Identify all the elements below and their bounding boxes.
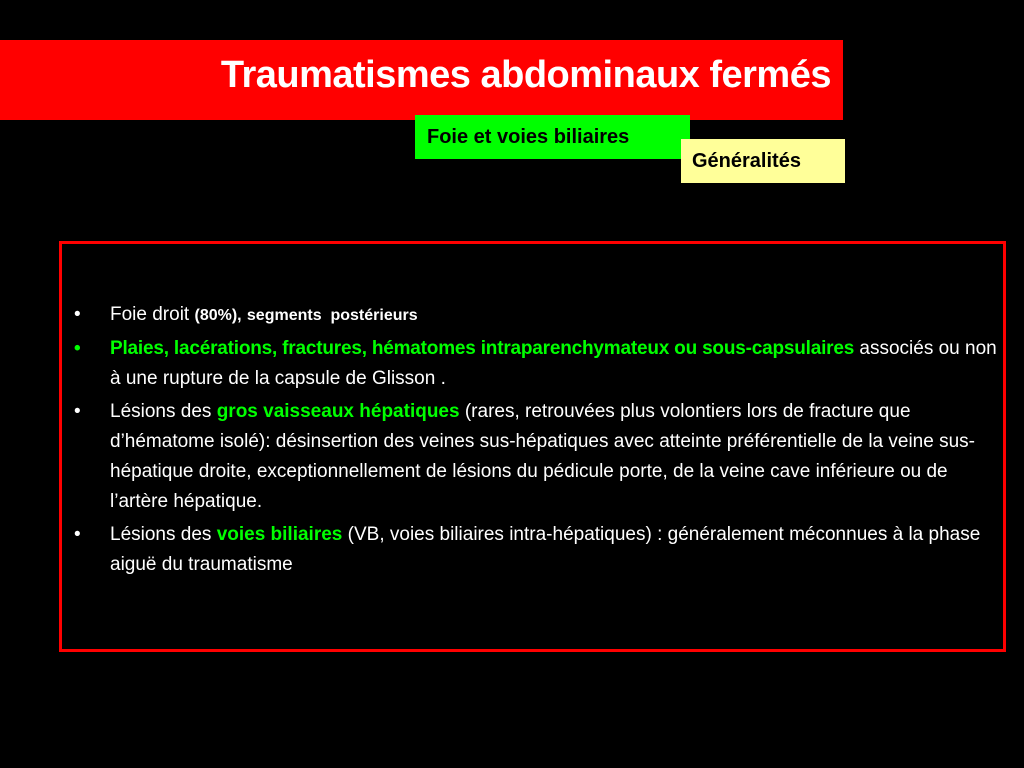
voies-biliaires-prefix: Lésions des — [110, 524, 212, 545]
bullet-list — [62, 300, 1003, 583]
content-box — [59, 241, 1006, 652]
foie-droit-percent: (80%), — [194, 307, 242, 324]
bullet-marker: • — [74, 304, 81, 325]
bullet-voies-biliaires — [62, 520, 1003, 580]
tag-foie-voies-biliaires: Foie et voies biliaires — [415, 115, 690, 159]
bullet-marker: • — [74, 338, 81, 359]
gros-vaisseaux-highlight: gros vaisseaux hépatiques — [216, 401, 460, 422]
bullet-gros-vaisseaux — [62, 397, 1003, 517]
bullet-marker: • — [74, 401, 81, 422]
gros-vaisseaux-prefix: Lésions des — [110, 401, 212, 422]
gros-vaisseaux-rest: (rares, retrouvées plus volontiers lors de fracture que d’hématome isolé): désinsertion des veines sus-hépatiques avec atteinte préférentielle de la veine sus-hépatique droite, exceptionnellement de lésions du pédicule porte, de la veine cave inférieure ou de l’artère hépatique. — [110, 401, 975, 512]
plaies-highlight: Plaies, lacérations, fractures, hématomes intraparenchymateux ou sous-capsulaires — [110, 338, 855, 359]
plaies-rest: associés ou non à une rupture de la capsule de Glisson . — [110, 338, 997, 389]
foie-droit-label: Foie droit — [110, 304, 190, 325]
bullet-foie-droit — [62, 300, 1003, 331]
bullet-marker: • — [74, 524, 81, 545]
bullet-plaies — [62, 334, 1003, 394]
voies-biliaires-rest: (VB, voies biliaires intra-hépatiques) : généralement méconnues à la phase aiguë du traumatisme — [110, 524, 981, 575]
voies-biliaires-highlight: voies biliaires — [216, 524, 343, 545]
slide-title: Traumatismes abdominaux fermés — [220, 54, 831, 96]
title-bar — [0, 40, 843, 120]
foie-droit-segments: segments postérieurs — [246, 307, 418, 324]
tag-generalites: Généralités — [681, 139, 845, 183]
